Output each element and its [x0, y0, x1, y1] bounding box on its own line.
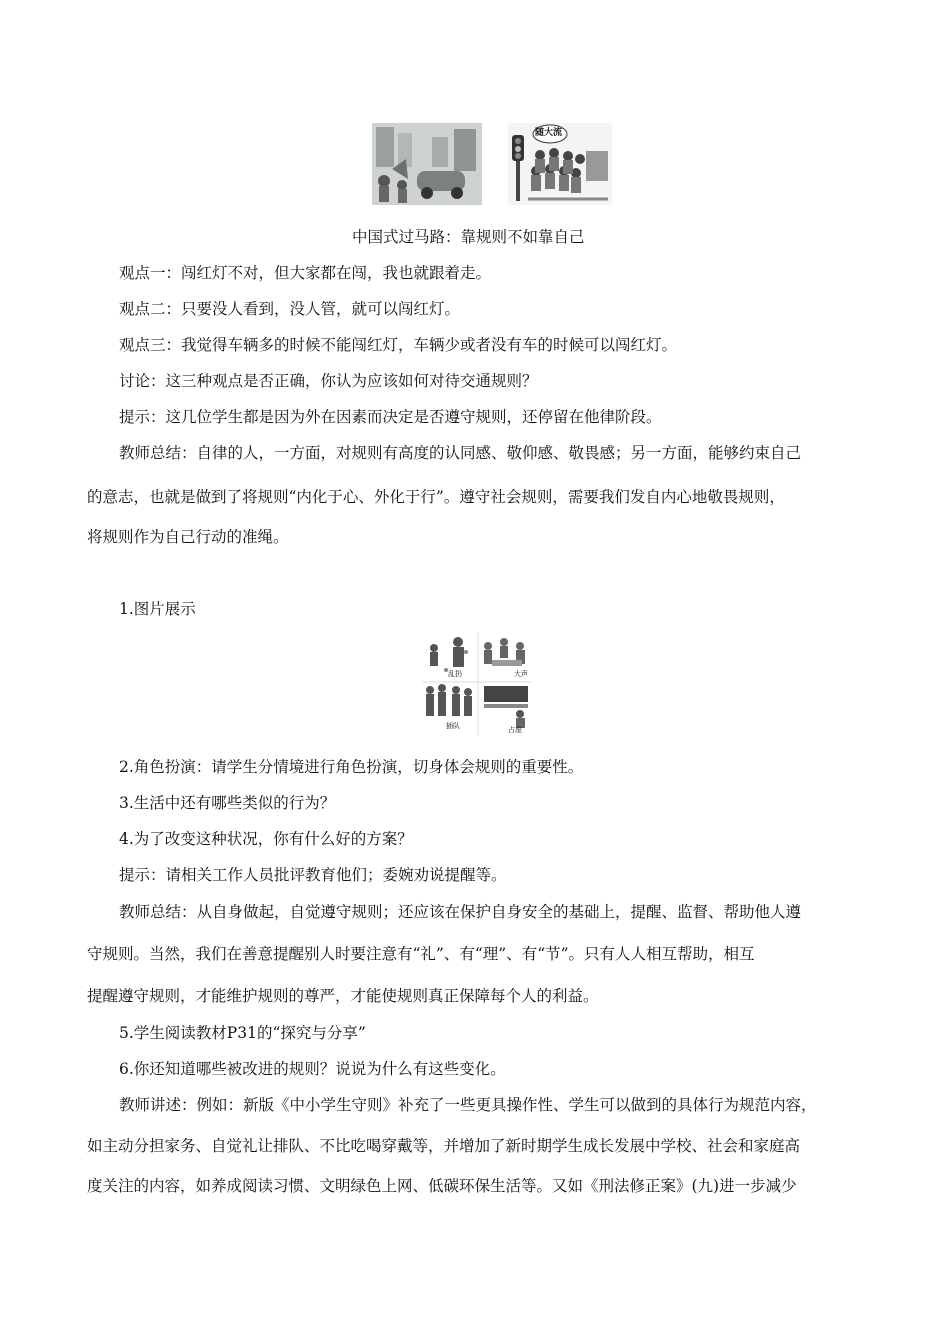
label-seat-hogging: 占座 — [508, 726, 522, 734]
teacher-lecture-line-3: 度关注的内容，如养成阅读习惯、文明绿色上网、低碳环保生活等。又如《刑法修正案》(九)进一步减少 — [87, 1177, 797, 1195]
label-loud: 大声 — [514, 670, 528, 678]
label-littering: 乱扔 — [448, 670, 462, 678]
teacher-summary-2-line-3: 提醒遵守规则，才能维护规则的尊严，才能使规则真正保障每个人的利益。 — [87, 987, 599, 1005]
teacher-summary-line-1: 教师总结：自律的人，一方面，对规则有高度的认同感、敬仰感、敬畏感；另一方面，能够约束自己 — [119, 444, 802, 462]
label-queue-jumping: 插队 — [446, 722, 460, 730]
list-item-4: 4.为了改变这种状况，你有什么好的方案？ — [119, 830, 413, 848]
list-item-1: 1.图片展示 — [119, 600, 196, 618]
list-item-3: 3.生活中还有哪些类似的行为？ — [119, 794, 336, 812]
list-item-5: 5.学生阅读教材P31的“探究与分享” — [119, 1024, 366, 1042]
teacher-summary-2-line-1: 教师总结：从自身做起，自觉遵守规则；还应该在保护自身安全的基础上，提醒、监督、帮助他人遵 — [119, 903, 802, 921]
teacher-summary-line-2: 的意志，也就是做到了将规则“内化于心、外化于行”。遵守社会规则，需要我们发自内心地敬畏规则， — [87, 488, 785, 506]
hint-text: 提示：这几位学生都是因为外在因素而决定是否遵守规则，还停留在他律阶段。 — [119, 408, 662, 426]
teacher-summary-line-3: 将规则作为自己行动的准绳。 — [87, 528, 289, 546]
speech-bubble-text: 随大流 — [535, 128, 563, 138]
viewpoint-2: 观点二：只要没人看到，没人管，就可以闯红灯。 — [119, 300, 461, 318]
viewpoint-1: 观点一：闯红灯不对，但大家都在闯，我也就跟着走。 — [119, 264, 492, 282]
crossing-cartoon-left — [372, 123, 482, 205]
viewpoint-3: 观点三：我觉得车辆多的时候不能闯红灯，车辆少或者没有车的时候可以闯红灯。 — [119, 336, 678, 354]
list-item-2: 2.角色扮演：请学生分情境进行角色扮演，切身体会规则的重要性。 — [119, 758, 584, 776]
hint-text-2: 提示：请相关工作人员批评教育他们；委婉劝说提醒等。 — [119, 866, 507, 884]
list-item-6: 6.你还知道哪些被改进的规则？说说为什么有这些变化。 — [119, 1060, 506, 1078]
teacher-lecture-line-2: 如主动分担家务、自觉礼让排队、不比吃喝穿戴等，并增加了新时期学生成长发展中学校、社会和家庭高 — [87, 1137, 801, 1155]
teacher-lecture-line-1: 教师讲述：例如：新版《中小学生守则》补充了一些更具操作性、学生可以做到的具体行为规范内容， — [119, 1096, 817, 1114]
image-caption: 中国式过马路：靠规则不如靠自己 — [352, 228, 585, 246]
behavior-illustration — [422, 632, 532, 736]
teacher-summary-2-line-2: 守规则。当然，我们在善意提醒别人时要注意有“礼”、有“理”、有“节”。只有人人相互帮助，相互 — [87, 945, 755, 963]
discussion-question: 讨论：这三种观点是否正确，你认为应该如何对待交通规则？ — [119, 372, 538, 390]
crossing-cartoon-right — [508, 123, 612, 205]
